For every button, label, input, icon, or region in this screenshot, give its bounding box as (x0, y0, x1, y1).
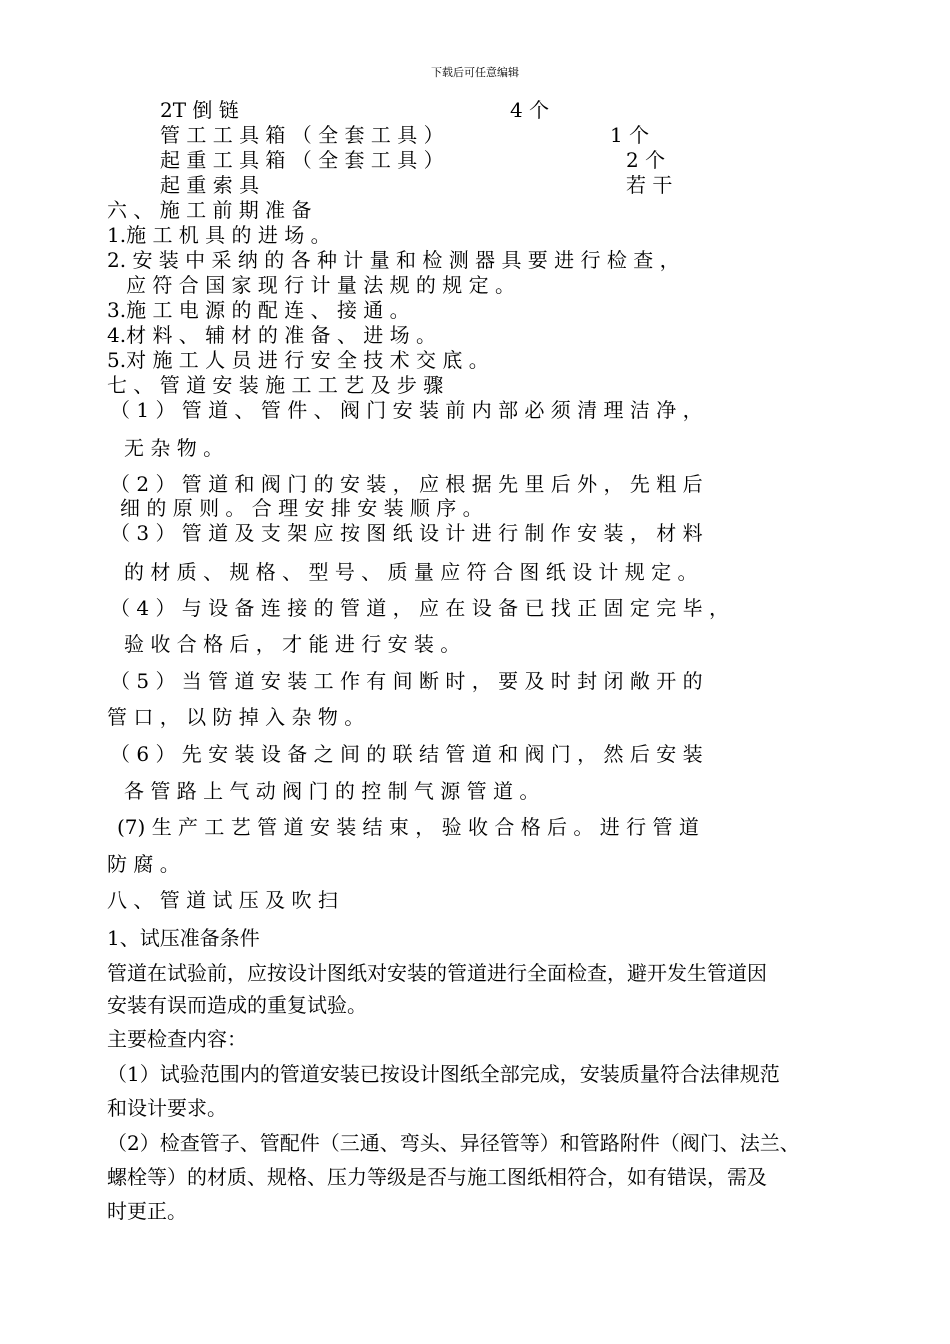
check-item: （1）试验范围内的管道安装已按设计图纸全部完成，安装质量符合法律规范 (107, 1062, 780, 1086)
check-item: 螺栓等）的材质、规格、压力等级是否与施工图纸相符合，如有错误，需及 (107, 1165, 767, 1189)
tool-name: 管 工 工 具 箱 （ 全 套 工 具 ） (160, 123, 444, 147)
step-line: （ 5 ） 当 管 道 安 装 工 作 有 间 断 时 ， 要 及 时 封 闭 敞 开 的 (110, 669, 703, 693)
step-line: （ 2 ） 管 道 和 阀 门 的 安 装 ， 应 根 据 先 里 后 外 ， 先 粗 后 (110, 472, 703, 496)
step-line: 的 材 质 、 规 格 、 型 号 、 质 量 应 符 合 图 纸 设 计 规 定 。 (124, 560, 698, 584)
step-line: 管 口 ， 以 防 掉 入 杂 物 。 (107, 705, 365, 729)
paragraph: 安装有误而造成的重复试验。 (107, 993, 367, 1017)
check-item: 和设计要求。 (107, 1096, 227, 1120)
tool-qty: 2 个 (626, 148, 666, 172)
section-heading: 八 、 管 道 试 压 及 吹 扫 (107, 888, 338, 912)
list-item: 2. 安 装 中 采 纳 的 各 种 计 量 和 检 测 器 具 要 进 行 检 查 ， (107, 248, 680, 272)
check-title: 主要检查内容： (107, 1027, 247, 1051)
step-line: （ 1 ） 管 道 、 管 件 、 阀 门 安 装 前 内 部 必 须 清 理 洁 净 ， (110, 398, 703, 422)
list-item: 3.施 工 电 源 的 配 连 、 接 通 。 (107, 298, 410, 322)
step-line: 各 管 路 上 气 动 阀 门 的 控 制 气 源 管 道 。 (124, 779, 540, 803)
subheading: 1、试压准备条件 (107, 926, 260, 950)
step-line: 无 杂 物 。 (124, 436, 224, 460)
tool-name: 起 重 索 具 (160, 173, 260, 197)
list-item: 4.材 料 、 辅 材 的 准 备 、 进 场 。 (107, 323, 437, 347)
list-item: 应 符 合 国 家 现 行 计 量 法 规 的 规 定 。 (126, 273, 516, 297)
tool-qty: 1 个 (610, 123, 650, 147)
step-line: （ 3 ） 管 道 及 支 架 应 按 图 纸 设 计 进 行 制 作 安 装 ， 材 料 (110, 521, 703, 545)
tool-name: 起 重 工 具 箱 （ 全 套 工 具 ） (160, 148, 444, 172)
check-item: （2）检查管子、管配件（三通、弯头、异径管等）和管路附件（阀门、法兰、 (107, 1131, 800, 1155)
check-item: 时更正。 (107, 1199, 187, 1223)
paragraph: 管道在试验前，应按设计图纸对安装的管道进行全面检查，避开发生管道因 (107, 961, 767, 985)
step-line: 细 的 原 则 。 合 理 安 排 安 装 顺 序 。 (120, 496, 483, 520)
page-header: 下载后可任意编辑 (431, 66, 519, 79)
step-line: 防 腐 。 (107, 852, 180, 876)
list-item: 1.施 工 机 具 的 进 场 。 (107, 223, 331, 247)
section-heading: 七 、 管 道 安 装 施 工 工 艺 及 步 骤 (107, 373, 444, 397)
step-line: （ 4 ） 与 设 备 连 接 的 管 道 ， 应 在 设 备 已 找 正 固 定 完 毕 ， (110, 596, 729, 620)
step-line: 验 收 合 格 后 ， 才 能 进 行 安 装 。 (124, 632, 461, 656)
step-line: (7) 生 产 工 艺 管 道 安 装 结 束 ， 验 收 合 格 后 。 进 行 管 道 (117, 815, 699, 839)
tool-qty: 4 个 (510, 98, 550, 122)
tool-name: 2T 倒 链 (160, 98, 239, 122)
list-item: 5.对 施 工 人 员 进 行 安 全 技 术 交 底 。 (107, 348, 489, 372)
section-heading: 六 、 施 工 前 期 准 备 (107, 198, 312, 222)
step-line: （ 6 ） 先 安 装 设 备 之 间 的 联 结 管 道 和 阀 门 ， 然 后 安 装 (110, 742, 703, 766)
tool-qty: 若 干 (626, 173, 673, 197)
